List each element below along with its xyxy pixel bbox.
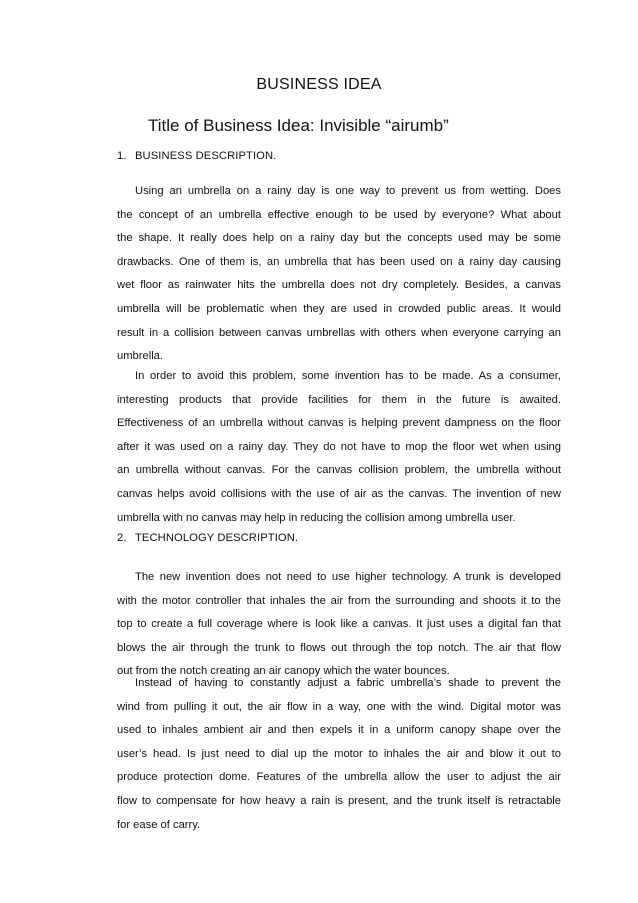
text-line: result in a collision between canvas umbrellas with others when everyone carrying an [117, 326, 561, 339]
text-line: top to create a full coverage where is look like a canvas. It just uses a digital fan that [117, 618, 561, 631]
text-line: used to inhales ambient air and then expels it in a uniform canopy shape over the [117, 724, 561, 737]
text-line: blows the air through the trunk to flows out through the top notch. The air that flow [117, 641, 561, 654]
section-heading-business-description [117, 150, 276, 162]
text-line: with the motor controller that inhales the air from the surrounding and shoots it to the [117, 594, 561, 607]
text-line: the concept of an umbrella effective enough to be used by everyone? What about [117, 208, 561, 221]
text-line: The new invention does not need to use higher technology. A trunk is developed [135, 571, 561, 583]
text-line: canvas helps avoid collisions with the use of air as the canvas. The invention of new [117, 487, 561, 500]
section-number: 1. [117, 150, 127, 162]
text-line: out from the notch creating an air canopy which the water bounces. [117, 665, 450, 678]
text-line: flow to compensate for how heavy a rain is present, and the trunk itself is retractable [117, 794, 561, 807]
section-heading-text: TECHNOLOGY DESCRIPTION. [135, 532, 299, 544]
text-line: user’s head. Is just need to dial up the motor to inhales the air and blow it out to [117, 747, 561, 760]
paragraph-technology-description-1 [117, 566, 561, 684]
text-line: Using an umbrella on a rainy day is one way to prevent us from wetting. Does [135, 185, 561, 197]
paragraph-technology-description-2 [117, 672, 561, 837]
section-number: 2. [117, 532, 127, 544]
text-line: interesting products that provide facilities for them in the future is awaited. [117, 393, 561, 406]
text-line: wind from pulling it out, the air flow in a way, one with the wind. Digital motor was [117, 700, 561, 713]
business-idea-title: Title of Business Idea: Invisible “airumb” [148, 116, 449, 135]
text-line: umbrella. [117, 350, 164, 363]
document-title: BUSINESS IDEA [256, 76, 382, 93]
text-line: produce protection dome. Features of the umbrella allow the user to adjust the air [117, 771, 561, 784]
section-heading-text: BUSINESS DESCRIPTION. [135, 150, 277, 162]
text-line: drawbacks. One of them is, an umbrella that has been used on a rainy day causing [117, 255, 561, 268]
text-line: umbrella with no canvas may help in reducing the collision among umbrella user. [117, 511, 516, 524]
text-line: umbrella will be problematic when they are used in crowded public areas. It would [117, 302, 561, 315]
text-line: the shape. It really does help on a rainy day but the concepts used may be some [117, 232, 561, 245]
paragraph-business-description-1 [117, 180, 561, 369]
text-line: wet floor as rainwater hits the umbrella does not dry completely. Besides, a canvas [117, 279, 561, 292]
section-heading-technology-description [117, 532, 298, 544]
text-line: after it was used on a rainy day. They do not have to mop the floor wet when using [117, 440, 561, 453]
text-line: for ease of carry. [117, 818, 201, 831]
text-line: Effectiveness of an umbrella without canvas is helping prevent dampness on the floor [117, 417, 561, 430]
paragraph-business-description-2 [117, 365, 561, 530]
text-line: In order to avoid this problem, some invention has to be made. As a consumer, [135, 370, 561, 382]
text-line: Instead of having to constantly adjust a fabric umbrella’s shade to prevent the [135, 677, 561, 689]
text-line: an umbrella without canvas. For the canvas collision problem, the umbrella without [117, 464, 561, 477]
